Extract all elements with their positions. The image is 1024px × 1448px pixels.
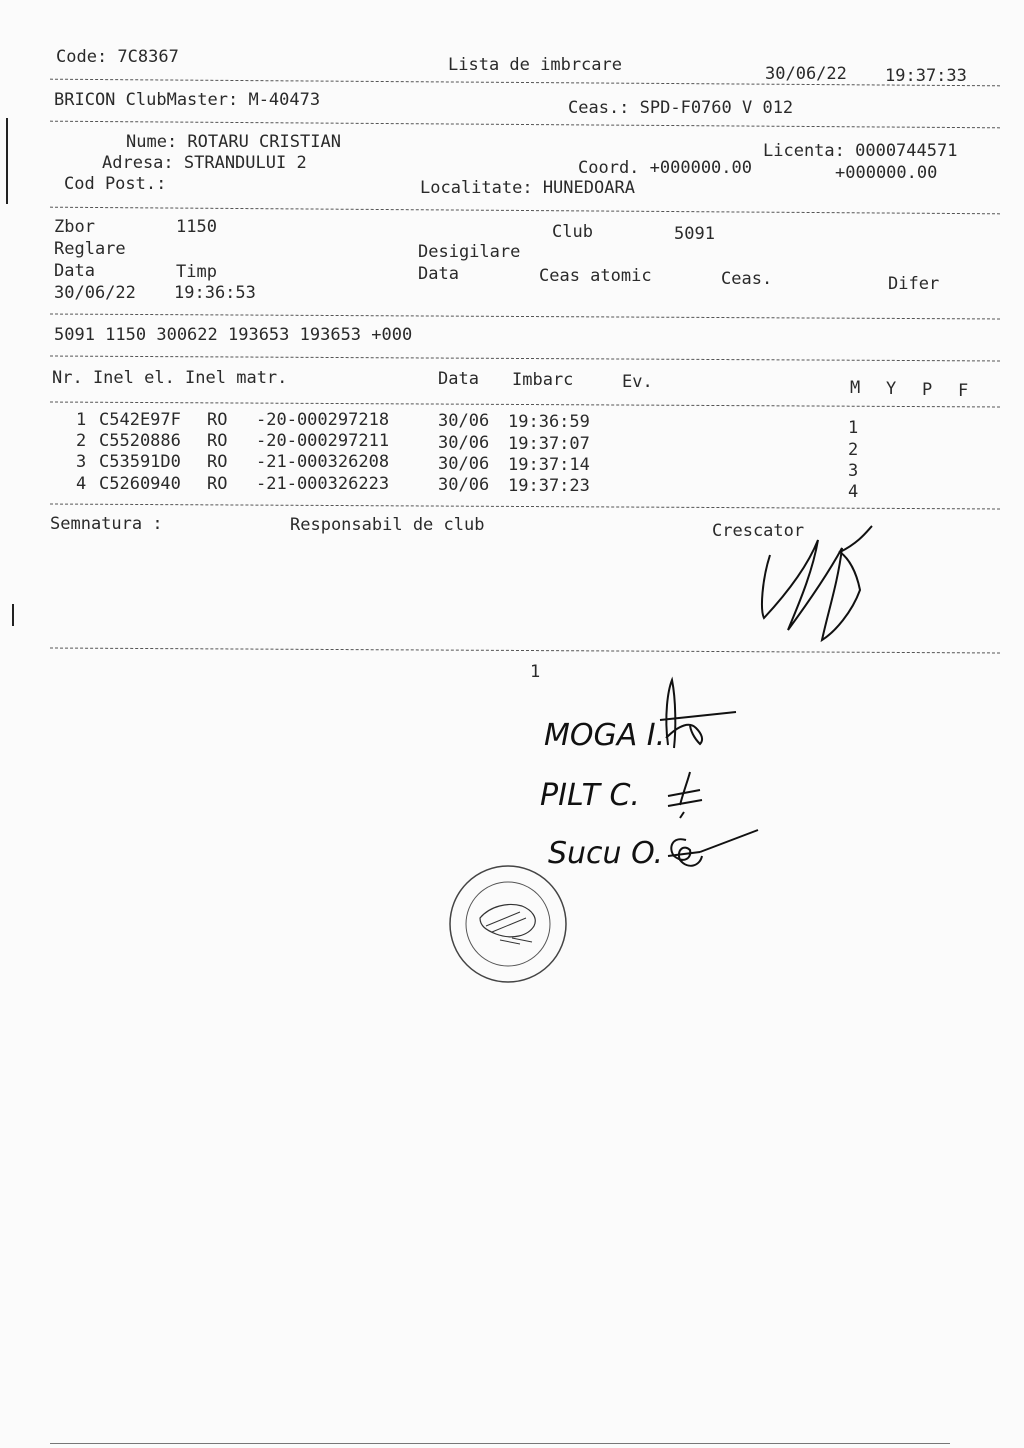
page-number: 1 — [530, 662, 541, 682]
coord-value-2: +000000.00 — [835, 163, 938, 183]
column-header-m: M — [850, 378, 861, 398]
electronic-ring: C542E97F — [99, 410, 181, 430]
reglare-label: Reglare — [54, 239, 126, 259]
atomic-clock-label: Ceas atomic — [539, 266, 652, 286]
club-value: 5091 — [674, 224, 715, 244]
club-responsible-label: Responsabil de club — [290, 515, 485, 535]
clubmaster-label: BRICON ClubMaster: M-40473 — [54, 90, 321, 110]
boarding-date: 30/06 — [438, 411, 490, 431]
locality-label: Localitate: HUNEDOARA — [420, 178, 635, 198]
reglare-time-label: Timp — [176, 262, 217, 282]
ceas-label: Ceas.: SPD-F0760 V 012 — [568, 98, 794, 118]
reglare-date-label: Data — [54, 261, 95, 281]
column-header-date: Data — [438, 369, 479, 389]
registration-ring: -20-000297211 — [256, 431, 390, 451]
license-label: Licenta: 0000744571 — [763, 141, 958, 161]
document-title: Lista de imbrcare — [448, 55, 622, 75]
registration-ring: -20-000297218 — [256, 410, 390, 430]
header-time: 19:37:33 — [885, 66, 967, 86]
column-header-event: Ev. — [622, 372, 653, 392]
breeder-label: Crescator — [712, 521, 805, 541]
column-header-f: F — [958, 381, 969, 401]
header-date: 30/06/22 — [765, 64, 847, 84]
handwritten-name: MOGA I. — [544, 718, 666, 753]
registration-ring: -21-000326208 — [256, 452, 390, 472]
m-value: 2 — [848, 440, 859, 460]
handwritten-name: Sucu O. — [548, 836, 664, 871]
code-label: Code: 7C8367 — [56, 47, 179, 67]
summary-line: 5091 1150 300622 193653 193653 +000 — [54, 325, 413, 345]
zbor-value: 1150 — [176, 217, 217, 237]
scan-edge-mark — [50, 1443, 950, 1444]
electronic-ring: C53591D0 — [99, 452, 181, 472]
row-number: 4 — [76, 474, 87, 494]
signature-label: Semnatura : — [50, 514, 163, 534]
owner-address: Adresa: STRANDULUI 2 — [102, 153, 307, 173]
country-code: RO — [207, 452, 228, 472]
column-header-boarding: Imbarc — [512, 370, 574, 390]
desigilare-date-label: Data — [418, 264, 459, 284]
difference-label: Difer — [888, 274, 940, 294]
reglare-date: 30/06/22 — [54, 283, 136, 303]
country-code: RO — [207, 474, 228, 494]
desigilare-label: Desigilare — [418, 242, 521, 262]
electronic-ring: C5260940 — [99, 474, 181, 494]
boarding-time: 19:37:07 — [508, 434, 590, 454]
zbor-label: Zbor — [54, 217, 95, 237]
boarding-time: 19:37:23 — [508, 476, 590, 496]
postal-code-label: Cod Post.: — [64, 174, 167, 194]
handwritten-name: PILT C. — [540, 778, 640, 813]
country-code: RO — [207, 410, 228, 430]
boarding-time: 19:37:14 — [508, 455, 590, 475]
boarding-time: 19:36:59 — [508, 412, 590, 432]
boarding-date: 30/06 — [438, 454, 490, 474]
registration-ring: -21-000326223 — [256, 474, 390, 494]
country-code: RO — [207, 431, 228, 451]
m-value: 3 — [848, 461, 859, 481]
column-header-y: Y — [886, 379, 897, 399]
column-header-rings: Nr. Inel el. Inel matr. — [52, 368, 288, 388]
electronic-ring: C5520886 — [99, 431, 181, 451]
m-value: 4 — [848, 482, 859, 502]
row-number: 2 — [76, 431, 87, 451]
reglare-time: 19:36:53 — [174, 283, 256, 303]
boarding-date: 30/06 — [438, 433, 490, 453]
boarding-date: 30/06 — [438, 475, 490, 495]
column-header-p: P — [922, 380, 933, 400]
m-value: 1 — [848, 418, 859, 438]
row-number: 1 — [76, 410, 87, 430]
clock-label: Ceas. — [721, 269, 773, 289]
coord-label: Coord. +000000.00 — [578, 158, 752, 178]
club-label: Club — [552, 222, 593, 242]
owner-name: Nume: ROTARU CRISTIAN — [126, 132, 341, 152]
row-number: 3 — [76, 452, 87, 472]
